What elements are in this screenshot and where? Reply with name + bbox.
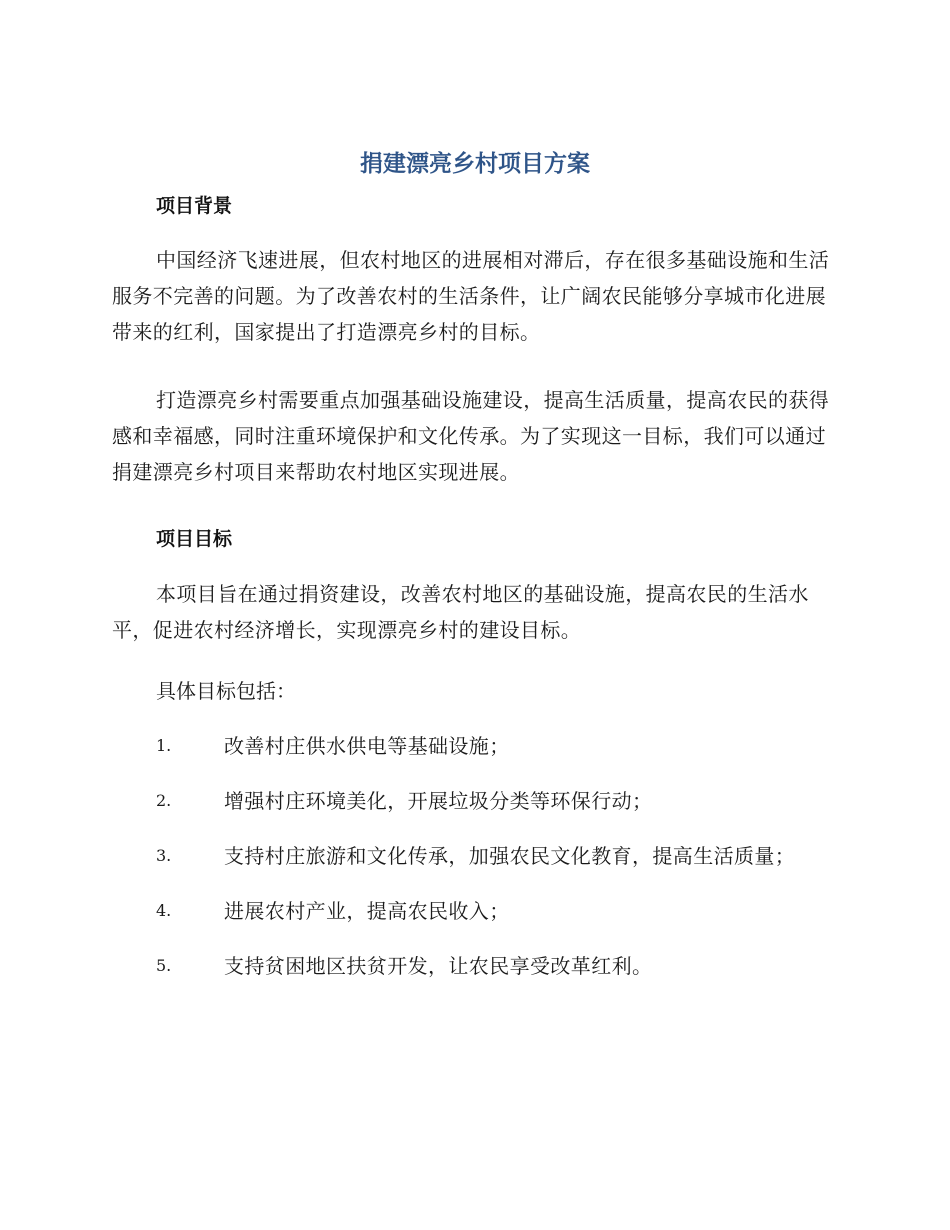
goals-paragraph: 本项目旨在通过捐资建设，改善农村地区的基础设施，提高农民的生活水平，促进农村经济增长，实现漂亮乡村的建设目标。 — [112, 582, 809, 642]
list-text: 进展农村产业，提高农民收入； — [224, 899, 510, 923]
goal-list-item — [156, 838, 846, 874]
list-text: 支持村庄旅游和文化传承，加强农民文化教育，提高生活质量； — [224, 844, 796, 868]
section-heading-background: 项目背景 — [156, 195, 233, 217]
goals-intro: 具体目标包括： — [156, 679, 296, 703]
list-number: 1. — [156, 736, 172, 755]
list-number: 4. — [156, 901, 172, 920]
list-number: 2. — [156, 791, 172, 810]
list-number: 3. — [156, 846, 172, 865]
goal-list-item — [156, 893, 846, 929]
list-text: 支持贫困地区扶贫开发，让农民享受改革红利。 — [224, 954, 653, 978]
goal-list-item — [156, 948, 846, 984]
goal-list-item — [156, 728, 846, 764]
goal-list-item — [156, 783, 846, 819]
background-paragraph-2: 打造漂亮乡村需要重点加强基础设施建设，提高生活质量，提高农民的获得感和幸福感，同时注重环境保护和文化传承。为了实现这一目标，我们可以通过捐建漂亮乡村项目来帮助农村地区实现进展。 — [112, 388, 830, 484]
background-paragraph-1: 中国经济飞速进展，但农村地区的进展相对滞后，存在很多基础设施和生活服务不完善的问题。为了改善农村的生活条件，让广阔农民能够分享城市化进展带来的红利，国家提出了打造漂亮乡村的目标。 — [112, 248, 830, 344]
section-heading-goals: 项目目标 — [156, 528, 233, 550]
document-title: 捐建漂亮乡村项目方案 — [360, 151, 590, 177]
list-text: 改善村庄供水供电等基础设施； — [224, 734, 510, 758]
list-number: 5. — [156, 956, 172, 975]
list-text: 增强村庄环境美化，开展垃圾分类等环保行动； — [224, 789, 653, 813]
